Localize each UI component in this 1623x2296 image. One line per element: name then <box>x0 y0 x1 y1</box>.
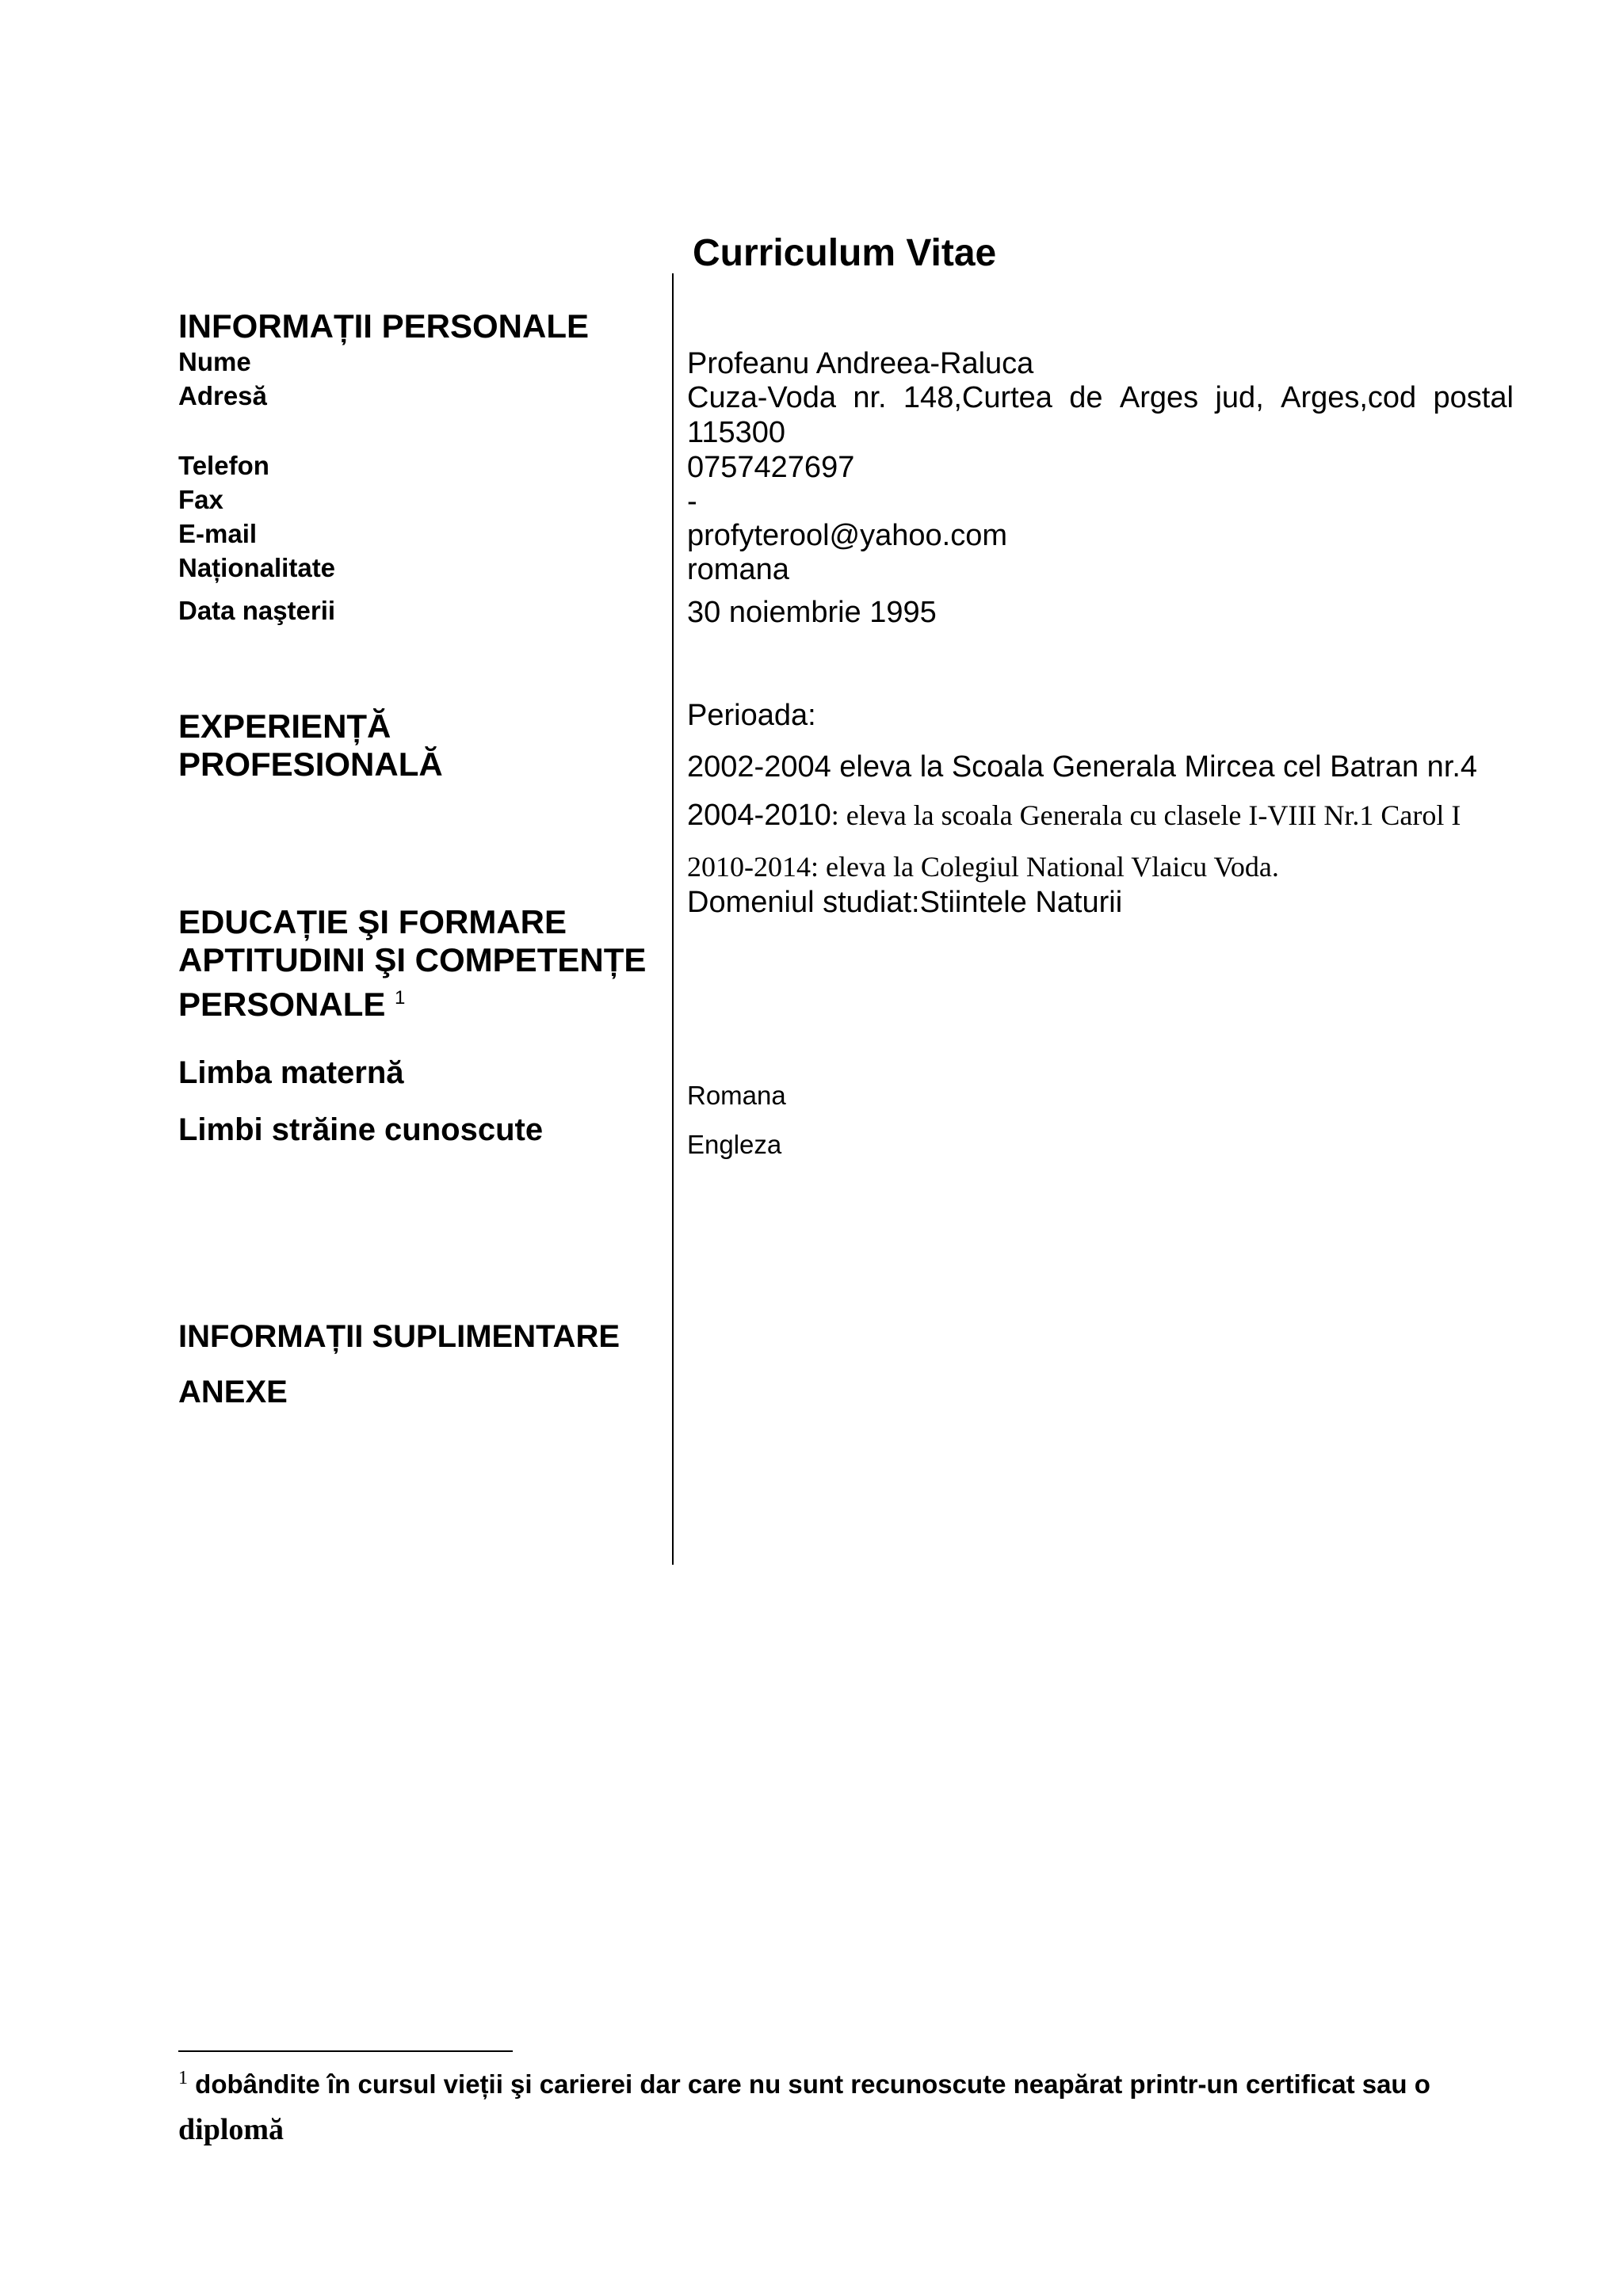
mother-tongue-value: Romana <box>687 1081 786 1110</box>
foreign-languages-value: Engleza <box>687 1130 782 1159</box>
skills-heading-text: PERSONALE <box>178 986 386 1023</box>
label-email: E-mail <box>178 519 258 548</box>
skills-heading-line1: APTITUDINI ŞI COMPETENȚE <box>178 941 647 978</box>
address-word: postal <box>1433 381 1514 414</box>
footnote-mark: 1 <box>178 2068 188 2088</box>
value-nume: Profeanu Andreea-Raluca <box>687 347 1034 380</box>
address-word: Arges <box>1119 381 1199 414</box>
personal-info-heading: INFORMAȚII PERSONALE <box>178 307 590 345</box>
value-adresa-line1 <box>687 383 1514 413</box>
address-word: 148,Curtea <box>903 381 1052 414</box>
entry-years: 2002-2004 <box>687 750 831 784</box>
experience-entry <box>687 800 1461 830</box>
skills-heading-line2 <box>178 979 405 1024</box>
entry-text: eleva la Scoala Generala Mircea cel Batran nr.4 <box>831 750 1478 784</box>
experience-entry <box>687 752 1477 782</box>
footnote-text <box>178 2068 1430 2100</box>
education-heading: EDUCAȚIE ŞI FORMARE <box>178 903 567 940</box>
foreign-languages-label: Limbi străine cunoscute <box>178 1112 544 1147</box>
column-divider <box>672 273 674 1565</box>
annexes-heading: ANEXE <box>178 1375 288 1409</box>
entry-text: : eleva la scoala Generala cu clasele I-VIII Nr.1 Carol I <box>831 799 1461 831</box>
study-domain: Domeniul studiat:Stiintele Naturii <box>687 886 1123 919</box>
footnote-separator <box>178 2050 513 2052</box>
label-nationalitate: Naționalitate <box>178 553 336 582</box>
period-label: Perioada: <box>687 699 816 732</box>
address-word: nr. <box>853 381 887 414</box>
address-word: de <box>1069 381 1103 414</box>
address-word: jud, <box>1215 381 1264 414</box>
footnote-line1: dobândite în cursul vieții şi carierei dar care nu sunt recunoscute neapărat printr-un certificat sau o <box>188 2069 1430 2099</box>
address-word: Arges,cod <box>1281 381 1417 414</box>
experience-entry <box>687 852 1279 881</box>
additional-info-heading: INFORMAȚII SUPLIMENTARE <box>178 1319 621 1354</box>
value-fax: - <box>687 485 697 518</box>
value-email: profyterool@yahoo.com <box>687 519 1007 552</box>
footnote-reference: 1 <box>395 987 406 1009</box>
page-title: Curriculum Vitae <box>693 232 997 274</box>
value-telefon: 0757427697 <box>687 451 855 484</box>
footnote-line2: diplomă <box>178 2113 285 2146</box>
value-data-nasterii: 30 noiembrie 1995 <box>687 596 937 629</box>
entry-years: 2010-2014 <box>687 851 811 883</box>
value-nationalitate: romana <box>687 553 789 586</box>
label-nume: Nume <box>178 347 251 376</box>
label-telefon: Telefon <box>178 451 269 480</box>
label-fax: Fax <box>178 485 223 514</box>
mother-tongue-label: Limba maternă <box>178 1055 404 1090</box>
experience-heading-line1: EXPERIENȚĂ <box>178 707 391 745</box>
value-adresa-line2: 115300 <box>687 416 785 449</box>
entry-years: 2004-2010 <box>687 799 831 832</box>
entry-text: : eleva la Colegiul National Vlaicu Voda. <box>811 851 1279 883</box>
label-data-nasterii: Data naşterii <box>178 596 336 625</box>
experience-heading-line2: PROFESIONALĂ <box>178 746 443 783</box>
address-word: Cuza-Voda <box>687 381 837 414</box>
label-adresa: Adresă <box>178 381 267 410</box>
